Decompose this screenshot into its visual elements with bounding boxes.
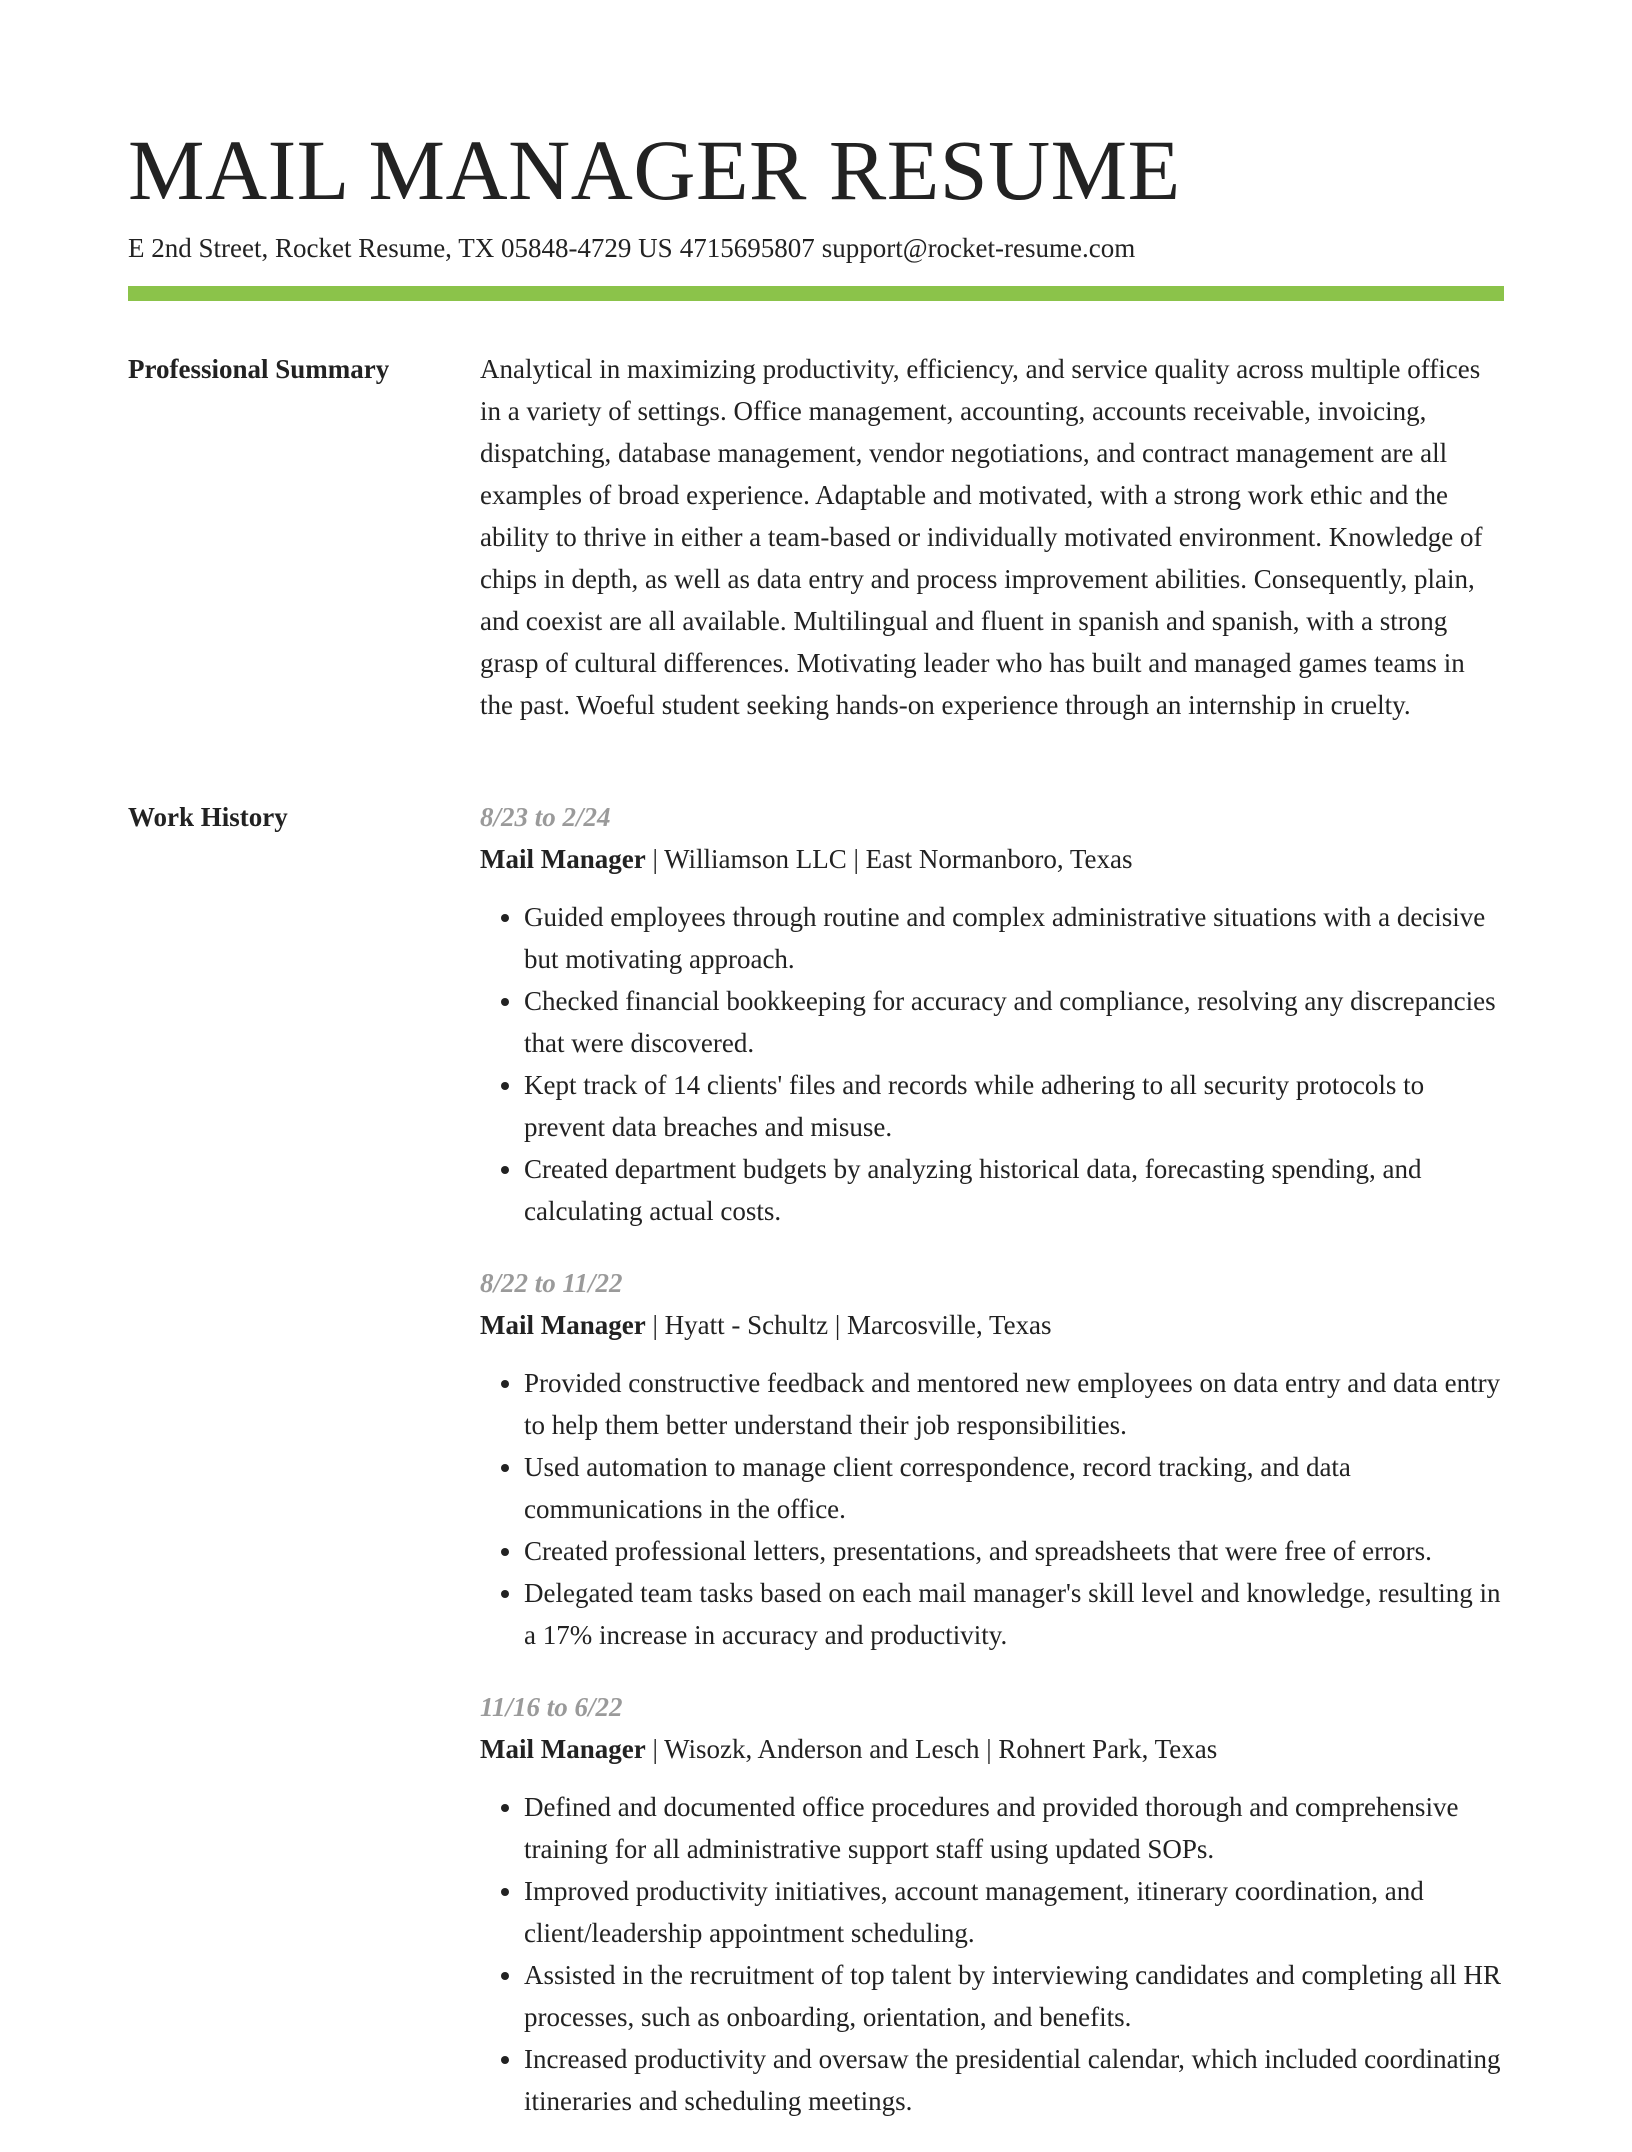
job-details: | Wisozk, Anderson and Lesch | Rohnert Park, Texas [645, 1734, 1218, 1764]
job-heading [480, 1728, 1504, 1770]
job-entry [480, 1262, 1504, 1656]
contact-phone: 4715695807 [679, 233, 815, 263]
contact-email: support@rocket-resume.com [821, 233, 1136, 263]
job-bullet-list [480, 896, 1504, 1232]
job-bullet: • Assisted in the recruitment of top talent by interviewing candidates and completing all HR processes, such as onboarding, orientation, and benefits. [524, 1954, 1504, 2038]
job-heading [480, 1304, 1504, 1346]
summary-body [480, 348, 1504, 726]
job-heading [480, 838, 1504, 880]
job-title: Mail Manager [480, 1734, 646, 1764]
job-bullet: • Created department budgets by analyzing historical data, forecasting spending, and calculating actual costs. [524, 1148, 1504, 1232]
job-bullet: • Increased productivity and oversaw the presidential calendar, which included coordinating itineraries and scheduling meetings. [524, 2038, 1504, 2122]
job-bullet-list [480, 1362, 1504, 1656]
job-bullet: • Used automation to manage client correspondence, record tracking, and data communications in the office. [524, 1446, 1504, 1530]
job-details: | Hyatt - Schultz | Marcosville, Texas [645, 1310, 1052, 1340]
section-label-summary: Professional Summary [128, 354, 390, 384]
section-label-work-history: Work History [128, 802, 288, 832]
work-history-body [480, 796, 1504, 2152]
job-bullet: • Checked financial bookkeeping for accuracy and compliance, resolving any discrepancies that were discovered. [524, 980, 1504, 1064]
job-bullet: • Defined and documented office procedures and provided thorough and comprehensive training for all administrative support staff using updated SOPs. [524, 1786, 1504, 1870]
job-bullet-list [480, 1786, 1504, 2122]
contact-address: E 2nd Street, Rocket Resume, TX 05848-4729 US [128, 233, 673, 263]
job-bullet: • Delegated team tasks based on each mail manager's skill level and knowledge, resulting in a 17% increase in accuracy and productivity. [524, 1572, 1504, 1656]
job-bullet: • Created professional letters, presentations, and spreadsheets that were free of errors. [524, 1530, 1504, 1572]
job-title: Mail Manager [480, 1310, 646, 1340]
job-bullet: • Provided constructive feedback and mentored new employees on data entry and data entry to help them better understand their job responsibilities. [524, 1362, 1504, 1446]
job-bullet: • Guided employees through routine and complex administrative situations with a decisive but motivating approach. [524, 896, 1504, 980]
resume-title: MAIL MANAGER RESUME [128, 122, 1181, 218]
job-bullet: • Improved productivity initiatives, account management, itinerary coordination, and client/leadership appointment scheduling. [524, 1870, 1504, 1954]
job-dates: 8/22 to 11/22 [480, 1268, 623, 1298]
job-details: | Williamson LLC | East Normanboro, Texas [645, 844, 1133, 874]
job-dates: 11/16 to 6/22 [480, 1692, 623, 1722]
job-bullet: • Kept track of 14 clients' files and records while adhering to all security protocols to prevent data breaches and misuse. [524, 1064, 1504, 1148]
header-divider [128, 286, 1504, 301]
summary-text: Analytical in maximizing productivity, efficiency, and service quality across multiple offices in a variety of settings. Office management, accounting, accounts receivable, invoicing, dispatching, database management, vendor negotiations, and contract management are all examples of broad experience. Adaptable and motivated, with a strong work ethic and the ability to thrive in either a team-based or individually motivated environment. Knowledge of chips in depth, as well as data entry and process improvement abilities. Consequently, plain, and coexist are all available. Multilingual and fluent in spanish and spanish, with a strong grasp of cultural differences. Motivating leader who has built and managed games teams in the past. Woeful student seeking hands-on experience through an internship in cruelty. [480, 354, 1483, 720]
job-dates: 8/23 to 2/24 [480, 802, 611, 832]
contact-line [128, 230, 1135, 266]
job-entry [480, 796, 1504, 1232]
job-title: Mail Manager [480, 844, 646, 874]
job-entry [480, 1686, 1504, 2122]
